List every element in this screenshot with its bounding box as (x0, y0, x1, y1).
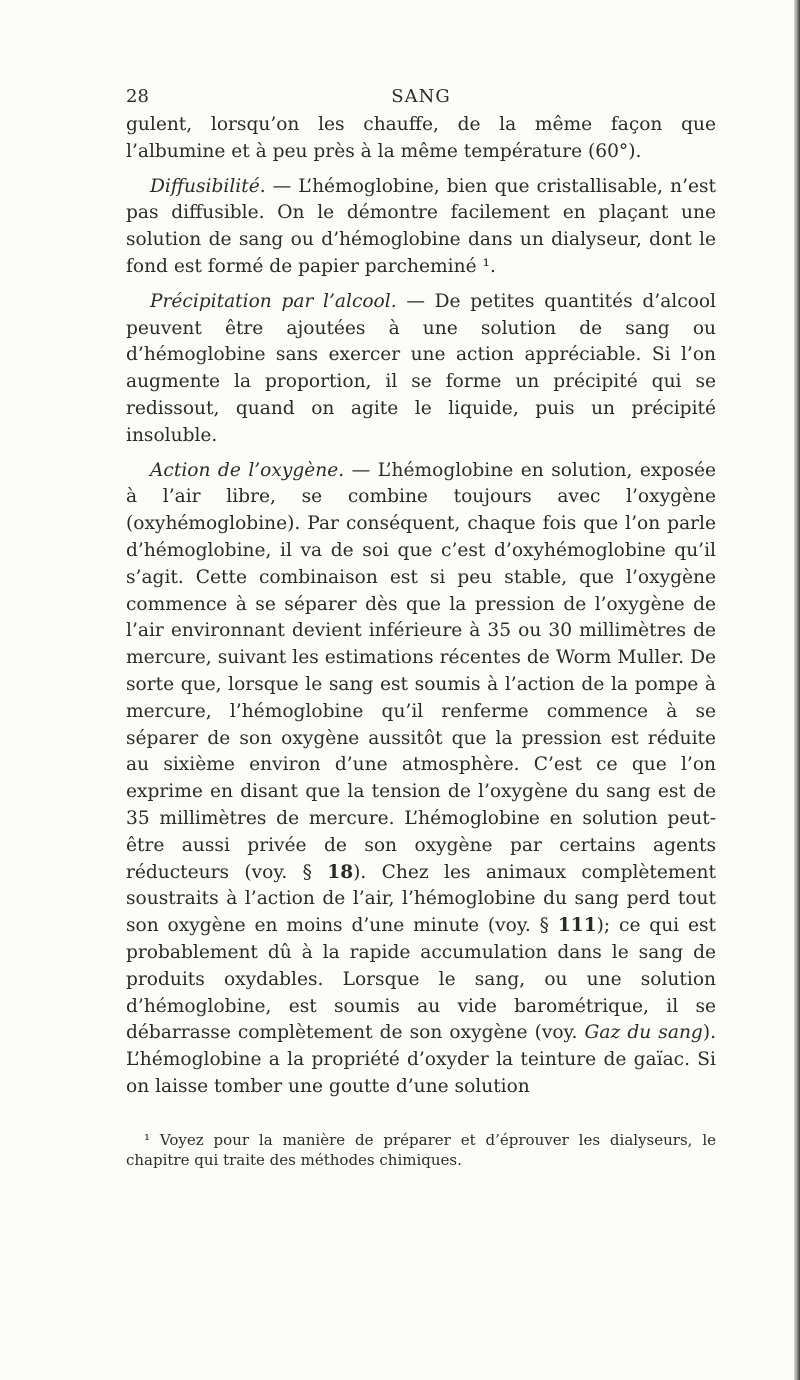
page-number: 28 (126, 86, 149, 107)
footnote: ¹ Voyez pour la manière de préparer et d’éprouver les dialyseurs, le chapitre qui traite des méthodes chimiques. (126, 1131, 716, 1169)
running-title: SANG (391, 86, 451, 107)
paragraph-text: — L’hémoglobine, bien que cristallisable, n’est pas diffusible. On le démontre facilement en plaçant une solution de sang ou d’hémoglobine dans un dialyseur, dont le fond est formé de papier parcheminé ¹. (126, 175, 716, 277)
paragraph-text: ). L’hémoglobine a la propriété d’oxyder la teinture de gaïac. Si on laisse tomber une goutte d’une solution (126, 1022, 716, 1097)
page-header (126, 86, 716, 110)
section-reference: 18 (327, 861, 354, 883)
section-title-oxygene: Action de l’oxygène. (150, 459, 345, 481)
italic-reference: Gaz du sang (584, 1022, 703, 1044)
paragraph-oxygene (126, 458, 716, 1101)
paragraph-text: gulent, lorsqu’on les chauffe, de la même façon que l’albumine et à peu près à la même température (60°). (126, 114, 716, 162)
paragraph-precipitation (126, 289, 716, 450)
paragraph-continuation (126, 112, 716, 166)
paragraph-diffusibilite (126, 174, 716, 281)
paragraph-text: — De petites quantités d’alcool peuvent être ajoutées à une solution de sang ou d’hémoglobine sans exercer une action appréciable. Si l’on augmente la proportion, il se forme un précipité qui se redissout, quand on agite le liquide, puis un précipité insoluble. (126, 290, 716, 446)
paragraph-text: ). Chez les animaux complètement soustraits à l’action de l’air, l’hémoglobine du sang perd tout son oxygène en moins d’une minute (voy. § (126, 861, 716, 937)
page-edge-shadow (794, 0, 800, 1380)
paragraph-text: — L’hémoglobine en solution, exposée à l’air libre, se combine toujours avec l’oxygène (oxyhémoglobine). Par conséquent, chaque fois que l’on parle d’hémoglobine, il va de soi que c’est d’oxyhémoglobine qu’il s’agit. Cette combinaison est si peu stable, que l’oxygène commence à se séparer dès que la pression de l’oxygène de l’air environnant devient inférieure à 35 ou 30 millimètres de mercure, suivant les estimations récentes de Worm Muller. De sorte que, lorsque le sang est soumis à l’action de la pompe à mercure, l’hémoglobine qu’il renferme commence à se séparer de son oxygène aussitôt que la pression est réduite au sixième environ d’une atmosphère. C’est ce que l’on exprime en disant que la tension de l’oxygène du sang est de 35 millimètres de mercure. L’hémoglobine en solution peut-être aussi privée de son oxygène par certains agents réducteurs (voy. § (126, 459, 716, 883)
section-title-precipitation: Précipitation par l’alcool. (150, 290, 397, 312)
section-title-diffusibilite: Diffusibilité. (150, 175, 266, 197)
body-text (126, 112, 716, 1109)
section-reference: 111 (557, 915, 597, 937)
paragraph-text: ); ce qui est probablement dû à la rapide accumulation dans le sang de produits oxydables. Lorsque le sang, ou une solution d’hémoglobine, est soumis au vide barométrique, il se débarrasse complètement de son oxygène (voy. (126, 915, 716, 1044)
